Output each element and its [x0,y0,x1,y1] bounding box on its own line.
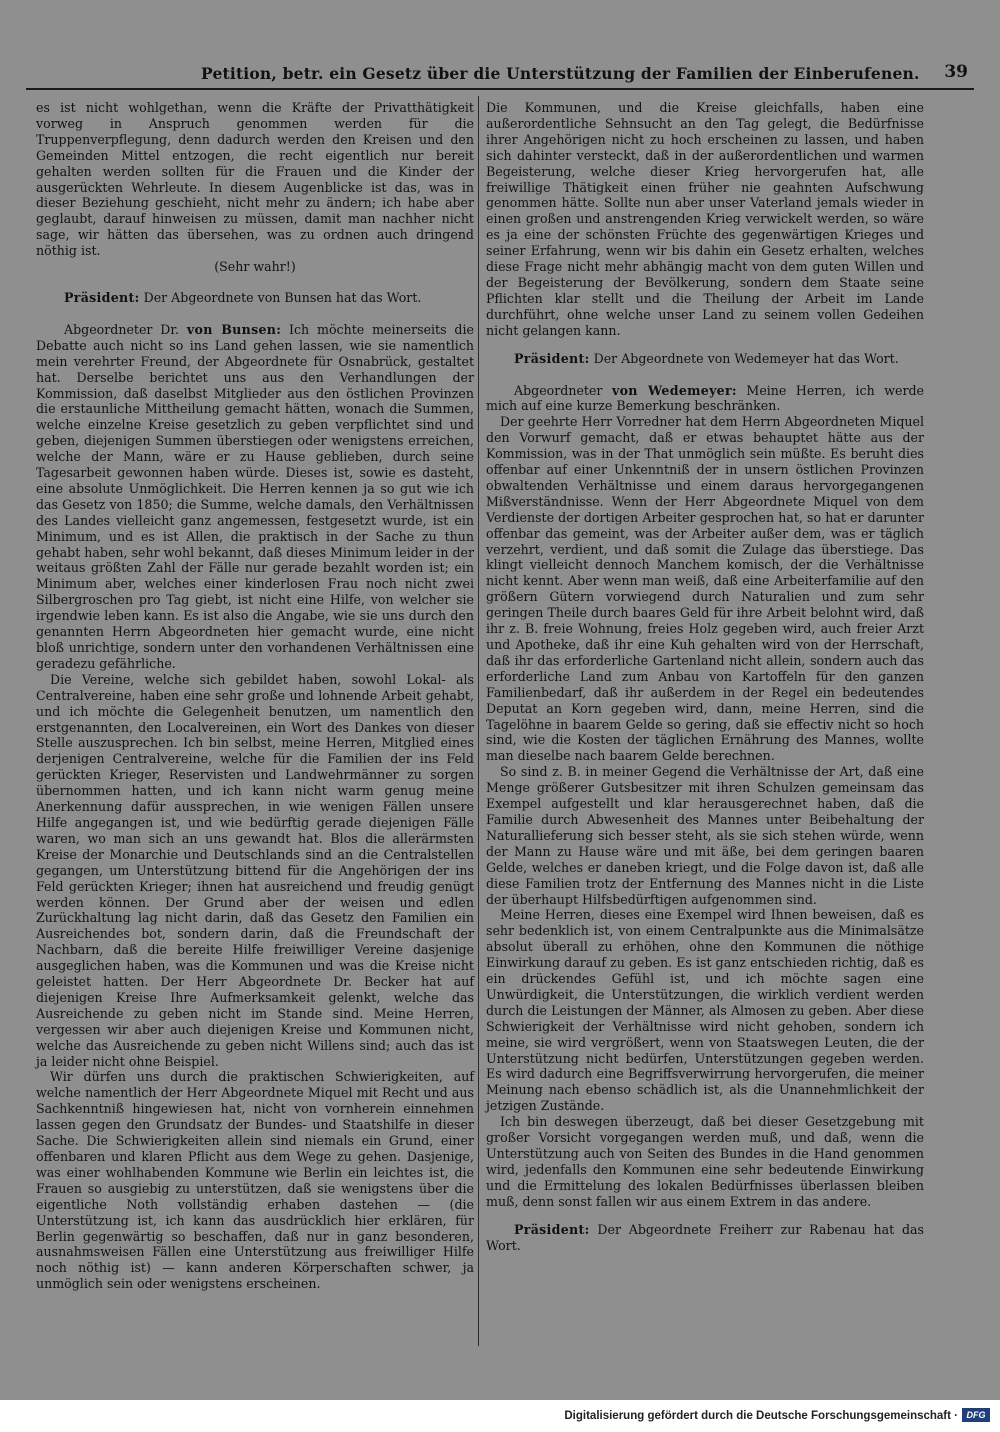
paragraph: Die Vereine, welche sich gebildet haben, sowohl Lokal- als Centralvereine, haben eine sehr große und lohnende Arbeit gehabt, und ich möchte die Gelegenheit benutzen, um namentlich den erstgenannten, den Localvereinen, ein Wort des Dankes von dieser Stelle auszusprechen. Ich bin selbst, meine Herren, Mitglied eines derjenigen Centralvereine, welche für die Familien der ins Feld gerückten Krieger, Reservisten und Landwehrmänner zu sorgen übernommen hatten, und ich kann nicht warm genug meine Anerkennung dafür aussprechen, in wie wenigen Fällen unsere Hilfe angegangen ist, und wie bedürftig gerade diejenigen Fälle waren, wo man sich an uns gewandt hat. Blos die allerärmsten Kreise der Monarchie und Deutschlands sind an die Centralstellen gegangen, um Unterstützung bittend für die Angehörigen der ins Feld gerückten Krieger; ihnen hat ausreichend und freudig genügt werden können. Der Grund aber der weisen und edlen Zurückhaltung lag nicht darin, daß das Gesetz den Familien ein Ausreichendes bot, sondern darin, daß die Freundschaft der Nachbarn, daß die bereite Hilfe freiwilliger Vereine dasjenige ausgeglichen haben, was die Kommunen und was die Kreise nicht geleistet hatten. Der Herr Abgeordnete Dr. Becker hat auf diejenigen Kreise Ihre Aufmerksamkeit gelenkt, welche das Ausreichende zu geben nicht im Stande sind. Meine Herren, vergessen wir aber auch diejenigen Kreise und Kommunen nicht, welche das Ausreichende zu geben nicht Willens sind; auch das ist ja leider nicht ohne Beispiel. [36,671,474,1069]
paragraph: Der geehrte Herr Vorredner hat dem Herrn Abgeordneten Miquel den Vorwurf gemacht, daß er etwas behauptet hätte aus der Kommission, was in der That unmöglich sein müßte. Es beruht dies offenbar auf einer Unkenntniß der in unsern östlichen Provinzen obwaltenden Verhältnisse und einem daraus hervorgegangenen Mißverständnisse. Wenn der Herr Abgeordnete Miquel von dem Verdienste der dortigen Arbeiter gesprochen hat, so hat er darunter offenbar das gemeint, was der Arbeiter außer dem, was er täglich verzehrt, verdient, und daß somit die Zulage das überstiege. Das klingt vielleicht dennoch Manchem komisch, der die Verhältnisse nicht kennt. Aber wenn man weiß, daß eine Arbeiterfamilie auf den größern Gütern vorwiegend durch Naturalien und zum sehr geringen Theile durch baares Geld für ihre Arbeit belohnt wird, daß ihr z. B. freie Wohnung, freies Holz gegeben wird, auch freier Arzt und Apotheke, daß ihr eine Kuh gehalten wird von der Herrschaft, daß ihr das erforderliche Gartenland nicht allein, sondern auch das erforderliche Land zum Anbau von Kartoffeln für den ganzen Familienbedarf, daß ihr außerdem in der Regel ein bedeutendes Deputat an Korn gegeben wird, dann, meine Herren, sind die Tagelöhne in baarem Gelde so gering, daß sie effectiv nicht so hoch sind, wie die Kosten der täglichen Ernährung des Mannes, wollte man dieselbe nach baarem Gelde berechnen. [486,414,924,764]
right-column [486,100,924,1269]
speaker-prefix: Abgeordneter [514,382,612,398]
statement-text: Der Abgeordnete von Bunsen hat das Wort. [139,289,422,305]
president-statement [36,290,474,306]
speaker-name: von Wedemeyer: [611,382,737,398]
speech-opening [36,322,474,672]
paragraph: Meine Herren, dieses eine Exempel wird Ihnen beweisen, daß es sehr bedenklich ist, von einem Centralpunkte aus die Minimalsätze absolut überall zu erhöhen, ohne den Kommunen die nöthige Einwirkung darauf zu geben. Es ist ganz entschieden richtig, daß es ein drückendes Gefühl ist, und ich möchte sagen eine Unwürdigkeit, die Unterstützungen, die wirklich verdient werden durch die Leistungen der Männer, als Almosen zu geben. Aber diese Schwierigkeit der Verhältnisse wird nicht gehoben, sondern ich meine, sie wird vergrößert, wenn von Staatswegen Leuten, die der Unterstützung nicht bedürfen, Unterstützungen gegeben werden. Es wird dadurch eine Begriffsverwirrung hervorgerufen, die meiner Meinung nach ebenso schädlich ist, als die Unannehmlichkeit der jetzigen Zustände. [486,907,924,1114]
paragraph: Wir dürfen uns durch die praktischen Schwierigkeiten, auf welche namentlich der Herr Abgeordnete Miquel mit Recht und aus Sachkenntniß hingewiesen hat, nicht von vornherein einnehmen lassen gegen den Grundsatz der Bundes- und Staatshilfe in dieser Sache. Die Schwierigkeiten allein sind niemals ein Grund, einer offenbaren und klaren Pflicht aus dem Wege zu gehen. Dasjenige, was einer wohlhabenden Kommune wie Berlin ein leichtes ist, die Frauen so ausgiebig zu unterstützen, daß sie wenigstens über die eigentliche Noth vollständig erhaben dastehen — (die Unterstützung ist, ich kann das ausdrücklich hier erklären, für Berlin gegenwärtig so beschaffen, daß nur in ganz besonderen, ausnahmsweisen Fällen eine Unterstützung aus freiwilliger Hilfe noch nöthig ist) — kann anderen Körperschaften schwer, ja unmöglich sein oder wenigstens erscheinen. [36,1069,474,1292]
speech-opening [486,383,924,415]
funding-note: Digitalisierung gefördert durch die Deutsche Forschungsgemeinschaft · [564,1410,958,1422]
speaker-name: von Bunsen: [186,321,282,337]
digitization-footer [0,1400,1000,1432]
speech-text: Meine Herren, ich werde mich auf eine kurze Bemerkung beschränken. [486,382,925,414]
speaker-name: Präsident: [514,350,590,366]
president-statement [486,351,924,367]
page-header [26,60,974,90]
paragraph: Ich bin deswegen überzeugt, daß bei dieser Gesetzgebung mit großer Vorsicht vorgegangen werden muß, und daß, wenn die Unterstützung auch von Seiten des Bundes in die Hand genommen wird, jedenfalls den Kommunen eine sehr bedeutende Einwirkung und die Ermittelung des lokalen Bedürfnisses überlassen bleiben muß, denn sonst fallen wir aus einem Extrem in das andere. [486,1114,924,1209]
paragraph: es ist nicht wohlgethan, wenn die Kräfte der Privatthätigkeit vorweg in Anspruch genommen werden für die Truppenverpflegung, denn dadurch werden den Kreisen und den Gemeinden Mittel entzogen, die recht eigentlich nur bereit gehalten werden sollten für die Frauen und die Kinder der ausgerückten Wehrleute. In diesem Augenblicke ist das, was in dieser Beziehung geschieht, nicht mehr zu ändern; ich habe aber geglaubt, darauf hinweisen zu müssen, damit man nachher nicht sage, wir hätten das übersehen, was zu ordnen auch dringend nöthig ist. [36,100,474,259]
applause-note: (Sehr wahr!) [214,259,296,275]
statement-text: Der Abgeordnete Freiherr zur Rabenau hat das Wort. [486,1221,924,1253]
paragraph: So sind z. B. in meiner Gegend die Verhältnisse der Art, daß eine Menge größerer Gutsbesitzer mit ihren Schulzen gemeinsam das Exempel aufgestellt und klar herausgerechnet haben, daß die Familie durch Abwesenheit des Mannes unter Beibehaltung der Naturallieferung sich besser steht, als sie sich stehen würde, wenn der Mann zu Hause wäre und mit äße, bei dem geringen baaren Gelde, welches er daneben kriegt, und die Folge davon ist, daß alle diese Familien trotz der Entfernung des Mannes nicht in die Liste der überhaupt Hilfsbedürftigen aufgenommen sind. [486,764,924,907]
left-column [36,100,474,1292]
page-number: 39 [944,62,968,82]
speaker-name: Präsident: [64,289,140,305]
speaker-name: Präsident: [514,1221,590,1237]
running-title: Petition, betr. ein Gesetz über die Unterstützung der Familien der Einberufenen. [201,64,920,83]
column-divider [478,96,479,1346]
paragraph: Die Kommunen, und die Kreise gleichfalls, haben eine außerordentliche Sehnsucht an den Tag gelegt, die Bedürfnisse ihrer Angehörigen nicht zu hoch erscheinen zu lassen, und haben sich dahinter versteckt, daß in der außerordentlichen und warmen Begeisterung, welche dieser Krieg hervorgerufen hat, alle freiwillige Thätigkeit einen früher nie geahnten Aufschwung genommen hätte. Sollte nun aber unser Vaterland jemals wieder in einen großen und anstrengenden Krieg verwickelt werden, so wäre es ja eine der schönsten Früchte des gegenwärtigen Krieges und seiner Erfahrung, wenn wir bis dahin ein Gesetz erhalten, welches diese Frage nicht mehr abhängig macht von dem guten Willen und der Begeisterung der Bevölkerung, sondern dem Staate seine Pflichten klar stellt und die Theilung der Arbeit im Lande durchführt, ohne welche unser Land zu seinem vollen Gedeihen nicht gelangen kann. [486,100,924,338]
speech-text: Ich möchte meinerseits die Debatte auch nicht so ins Land gehen lassen, wie sie namentlich mein verehrter Freund, der Abgeordnete für Osnabrück, gestaltet hat. Derselbe berichtet uns aus den Verhandlungen der Kommission, daß daselbst Mitglieder aus den östlichen Provinzen die erstaunliche Mittheilung gemacht hätten, wonach die Summen, welche einzelne Kreise gesetzlich zu geben verpflichtet sind und geben, diejenigen Summen überstiegen oder wenigstens erreichen, welche der Mann, wäre er zu Hause geblieben, durch seine Tagesarbeit gewonnen haben würde. Dieses ist, sowie es dasteht, eine absolute Unmöglichkeit. Die Herren kennen ja so gut wie ich das Gesetz von 1850; die Summe, welche damals, den Verhältnissen des Landes vielleicht ganz angemessen, festgesetzt wurde, ist ein Minimum, und es ist Allen, die praktisch in der Sache zu thun gehabt haben, sehr wohl bekannt, daß dieses Minimum leider in der weitaus größten Zahl der Fälle nur gerade bezahlt worden ist; ein Minimum aber, welches einer kinderlosen Frau noch nicht zwei Silbergroschen pro Tag giebt, ist nicht eine Hilfe, von welcher sie irgendwie leben kann. Es ist also die Angabe, wie sie uns durch den genannten Herrn Abgeordneten hier gemacht wurde, eine nicht bloß unrichtige, sondern unter den vorhandenen Verhältnissen eine geradezu gefährliche. [36,321,474,671]
president-statement [486,1222,924,1254]
speaker-prefix: Abgeordneter Dr. [64,321,187,337]
dfg-logo: DFG [962,1408,990,1422]
statement-text: Der Abgeordnete von Wedemeyer hat das Wort. [589,350,899,366]
